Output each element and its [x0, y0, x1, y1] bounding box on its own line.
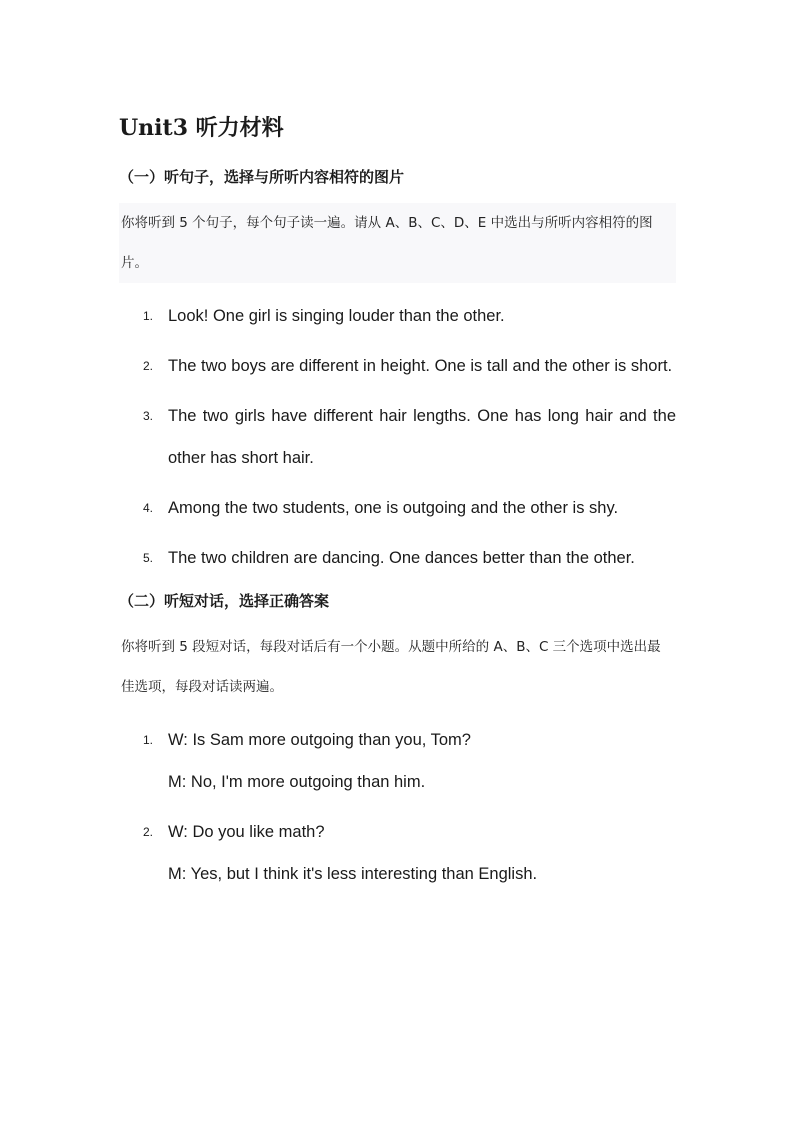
item-text: Look! One girl is singing louder than the other.: [168, 307, 505, 325]
item-text: The two children are dancing. One dances better than the other.: [168, 549, 635, 567]
dialogue-line-w: W: Is Sam more outgoing than you, Tom?: [168, 731, 471, 749]
list-item: [119, 537, 676, 579]
list-item: [119, 487, 676, 529]
dialogue-line-w: W: Do you like math?: [168, 823, 325, 841]
section-instructions: 你将听到 5 个句子，每个句子读一遍。请从 A、B、C、D、E 中选出与所听内容相符的图片。: [119, 203, 676, 283]
section-heading: （二）听短对话，选择正确答案: [119, 592, 330, 610]
list-item: [119, 719, 676, 803]
item-number: 5.: [143, 551, 154, 565]
section-instructions: 你将听到 5 段短对话，每段对话后有一个小题。从题中所给的 A、B、C 三个选项中选出最佳选项，每段对话读两遍。: [121, 639, 661, 695]
item-number: 2.: [143, 359, 154, 373]
item-number: 1.: [143, 309, 154, 323]
item-number: 4.: [143, 501, 154, 515]
list-item: [119, 395, 676, 479]
item-number: 3.: [143, 409, 154, 423]
dialogue-line-m: M: Yes, but I think it's less interesting than English.: [168, 865, 538, 883]
section-heading: （一）听句子，选择与所听内容相符的图片: [119, 168, 405, 186]
page-title: Unit3 听力材料: [119, 115, 284, 141]
item-number: 2.: [143, 825, 154, 839]
dialogue-list: [119, 719, 676, 895]
section-sentences: [119, 163, 676, 579]
section-dialogues: [119, 587, 676, 895]
list-item: [119, 345, 676, 387]
sentence-list: [119, 295, 676, 579]
item-number: 1.: [143, 733, 154, 747]
item-text: The two girls have different hair lengths. One has long hair and the other has short hair.: [168, 407, 676, 467]
list-item: [119, 811, 676, 895]
item-text: The two boys are different in height. One is tall and the other is short.: [168, 357, 673, 375]
item-text: Among the two students, one is outgoing and the other is shy.: [168, 499, 619, 517]
list-item: [119, 295, 676, 337]
dialogue-line-m: M: No, I'm more outgoing than him.: [168, 773, 426, 791]
